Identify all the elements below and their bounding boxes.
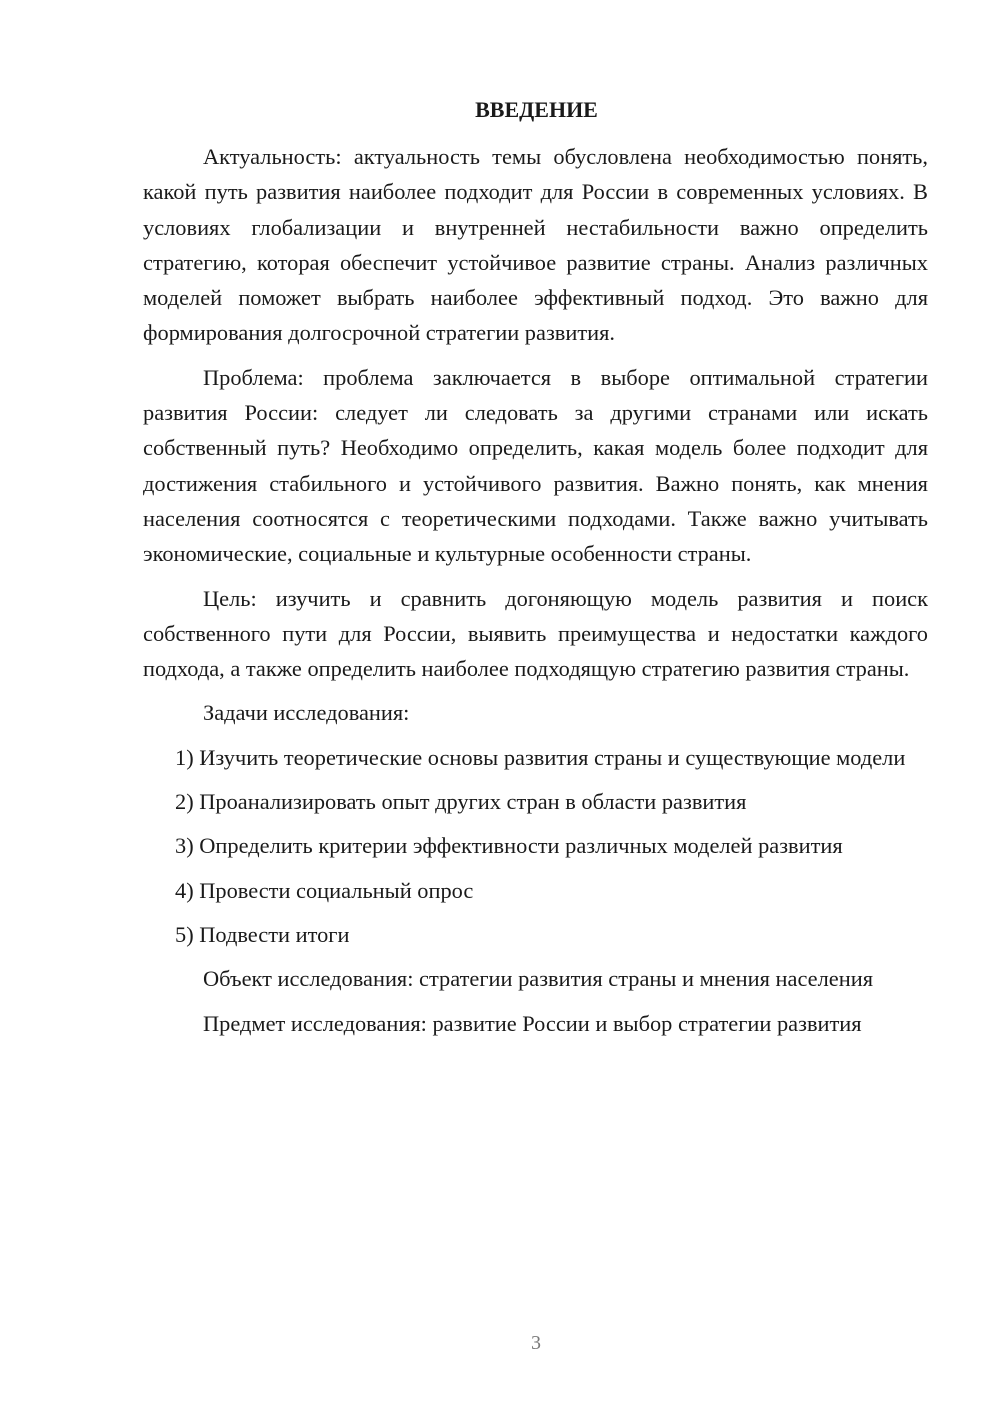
page-content: [143, 92, 928, 1050]
page-number: 3: [531, 1332, 541, 1354]
task-item-5: 5) Подвести итоги: [175, 921, 350, 947]
task-item-2: 2) Проанализировать опыт других стран в области развития: [175, 789, 747, 815]
page-title: ВВЕДЕНИЕ: [475, 97, 598, 122]
task-item-4: 4) Провести социальный опрос: [175, 877, 474, 903]
tasks-heading: Задачи исследования:: [203, 700, 410, 726]
paragraph-problem: Проблема: проблема заключается в выборе оптимальной стратегии развития России: следует ли следовать за другими странами или искать собственный путь? Необходимо определить, какая модель более подходит для достижения стабильного и устойчивого развития. Важно понять, как мнения населения соотносятся с теоретическими подходами. Также важно учитывать экономические, социальные и культурные особенности страны.: [143, 364, 928, 567]
paragraph-goal: Цель: изучить и сравнить догоняющую модель развития и поиск собственного пути для России, выявить преимущества и недостатки каждого подхода, а также определить наиболее подходящую стратегию развития страны.: [143, 585, 928, 682]
task-item-3: 3) Определить критерии эффективности различных моделей развития: [175, 833, 843, 859]
paragraph-subject: Предмет исследования: развитие России и выбор стратегии развития: [203, 1010, 862, 1036]
paragraph-relevance: Актуальность: актуальность темы обусловлена необходимостью понять, какой путь развития наиболее подходит для России в современных условиях. В условиях глобализации и внутренней нестабильности важно определить стратегию, которая обеспечит устойчивое развитие страны. Анализ различных моделей поможет выбрать наиболее эффективный подход. Это важно для формирования долгосрочной стратегии развития.: [143, 144, 928, 346]
task-item-1: 1) Изучить теоретические основы развития страны и существующие модели: [175, 744, 906, 770]
paragraph-object: Объект исследования: стратегии развития страны и мнения населения: [203, 966, 873, 992]
